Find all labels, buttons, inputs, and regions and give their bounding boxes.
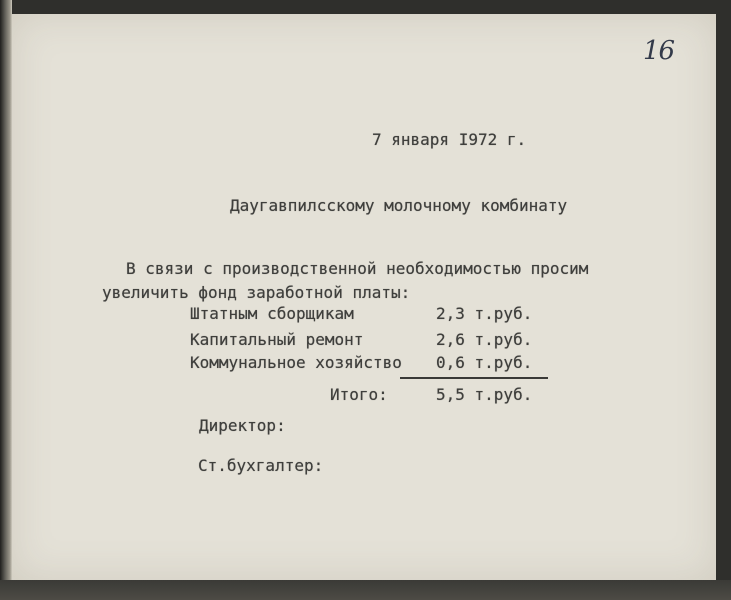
- item-value: 2,6 т.руб.: [436, 330, 533, 349]
- item-label: Коммунальное хозяйство: [190, 353, 402, 372]
- item-value: 0,6 т.руб.: [436, 353, 533, 372]
- item-label: Штатным сборщикам: [190, 304, 354, 323]
- page-number: 16: [643, 36, 675, 66]
- binding-edge: [0, 0, 12, 600]
- accountant-signature-label: Ст.бухгалтер:: [198, 456, 324, 475]
- document-date: 7 января I972 г.: [372, 130, 527, 149]
- body-line-2: увеличить фонд заработной платы:: [102, 283, 411, 302]
- sum-underline: [400, 377, 548, 379]
- item-value: 2,3 т.руб.: [436, 304, 533, 323]
- item-label: Капитальный ремонт: [190, 330, 364, 349]
- body-line-1: В связи с производственной необходимостью просим: [126, 259, 589, 278]
- total-value: 5,5 т.руб.: [436, 385, 533, 404]
- bottom-edge: [0, 580, 731, 600]
- recipient-line: Даугавпилсскому молочному комбинату: [230, 196, 568, 215]
- director-signature-label: Директор:: [199, 416, 286, 435]
- total-label: Итого:: [330, 385, 388, 404]
